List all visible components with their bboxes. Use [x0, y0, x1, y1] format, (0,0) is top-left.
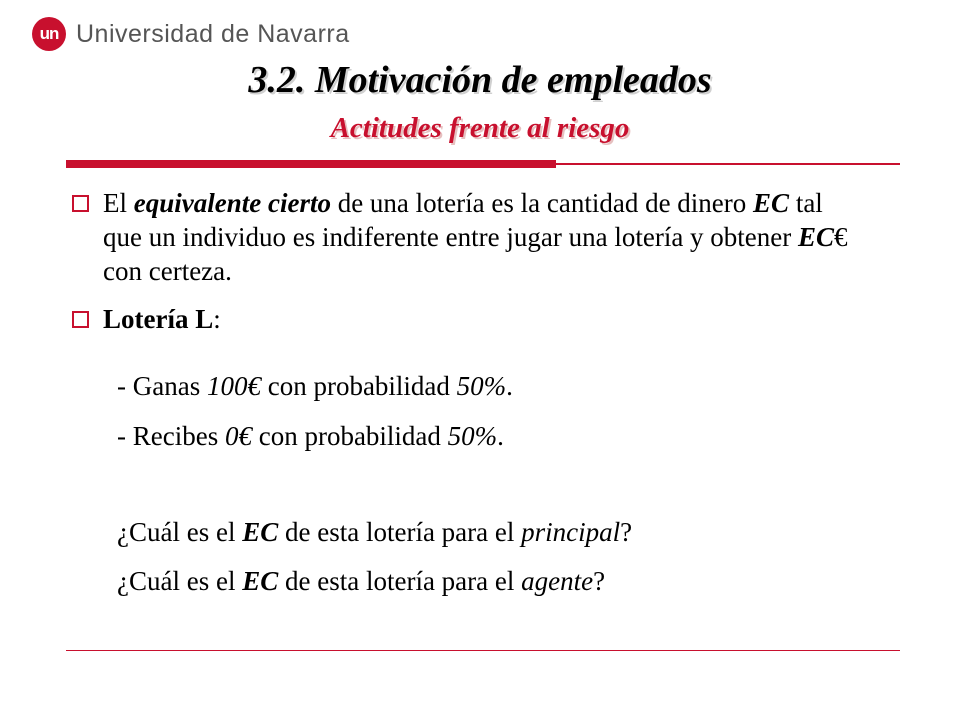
question-agent — [117, 566, 605, 597]
text-run: : — [213, 304, 221, 334]
emphasis-ec: EC — [753, 188, 790, 218]
text-run: de una lotería es la cantidad de dinero — [330, 188, 754, 218]
hollow-square-bullet-icon — [72, 311, 89, 328]
emphasis-ec: EC — [242, 566, 279, 596]
text-run: € con certeza. — [103, 222, 848, 286]
probability: 50% — [456, 371, 507, 401]
bullet-paragraph-definition — [66, 186, 866, 288]
emphasis-ec: EC — [798, 222, 835, 252]
text-run: . — [506, 371, 513, 401]
lottery-heading — [103, 302, 866, 336]
emphasis-role: agente — [521, 566, 594, 596]
text-run: - Recibes — [117, 421, 225, 451]
text-run: ? — [593, 566, 606, 596]
definition-text — [103, 186, 866, 288]
text-run: - Ganas — [117, 371, 207, 401]
university-logo — [32, 16, 350, 52]
text-run: El — [103, 188, 134, 218]
text-run: con probabilidad — [251, 421, 448, 451]
text-run: ? — [620, 517, 633, 547]
text-run: ¿Cuál es el — [117, 566, 243, 596]
emphasis-term: equivalente cierto — [133, 188, 331, 218]
text-run: de esta lotería para el — [278, 517, 522, 547]
amount: 0€ — [224, 421, 252, 451]
text-run: . — [497, 421, 504, 451]
slide-body — [66, 186, 866, 336]
hollow-square-bullet-icon — [72, 195, 89, 212]
lottery-outcome-win — [117, 371, 513, 402]
university-name: Universidad de Navarra — [76, 19, 350, 48]
slide-title: 3.2. Motivación de empleados — [248, 59, 712, 101]
amount: 100€ — [206, 371, 261, 401]
lottery-label: Lotería L — [103, 304, 214, 334]
text-run: de esta lotería para el — [278, 566, 522, 596]
text-run: tal que un individuo es indiferente entre jugar una lotería y obtener — [103, 188, 823, 252]
text-run: ¿Cuál es el — [117, 517, 243, 547]
text-run: con probabilidad — [260, 371, 457, 401]
un-logo-icon: un — [32, 17, 66, 51]
probability: 50% — [447, 421, 498, 451]
slide-subtitle: Actitudes frente al riesgo — [330, 112, 630, 144]
footer-divider — [66, 650, 900, 651]
bullet-paragraph-lottery — [66, 302, 866, 336]
question-principal — [117, 517, 632, 548]
emphasis-ec: EC — [242, 517, 279, 547]
lottery-outcome-zero — [117, 421, 504, 452]
emphasis-role: principal — [521, 517, 621, 547]
header-divider — [66, 163, 900, 165]
